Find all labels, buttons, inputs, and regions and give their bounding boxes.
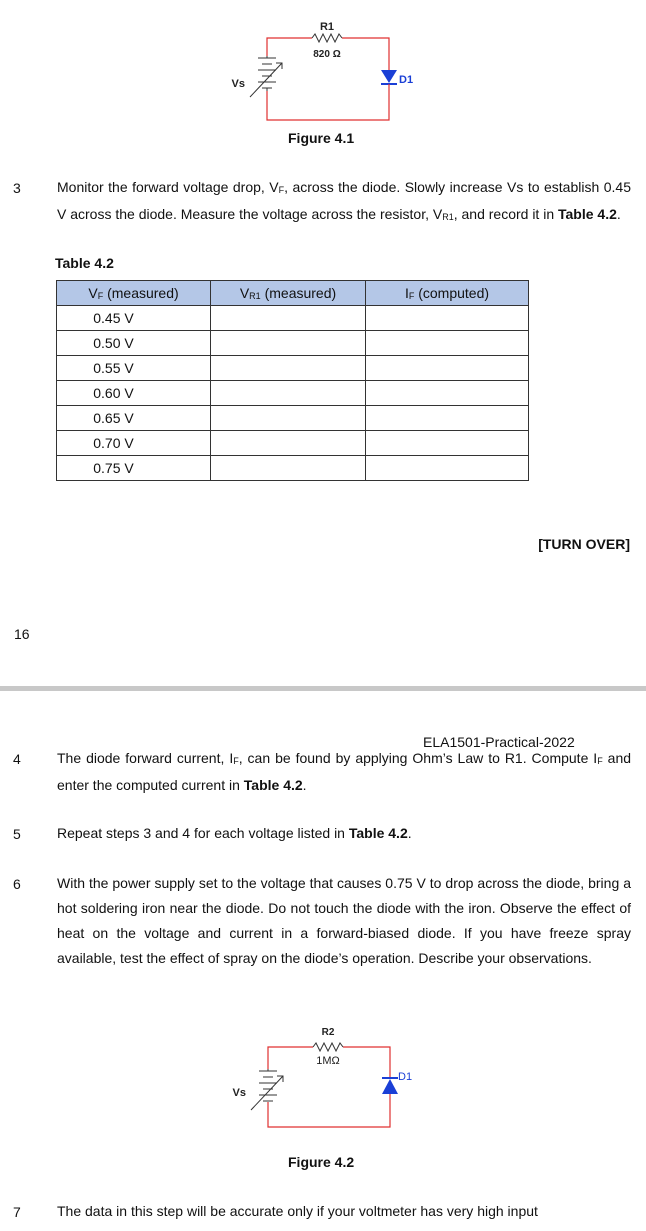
table-4-2-reference: Table 4.2 (243, 777, 303, 793)
vf-cell: 0.60 V (57, 381, 211, 406)
page-header: ELA1501-Practical-2022 (423, 734, 575, 750)
resistor-r1-symbol (312, 34, 342, 42)
table-row (57, 431, 529, 456)
figure-4-1-circuit (220, 15, 420, 125)
diode-d1-symbol (382, 1078, 398, 1096)
page-divider (0, 686, 646, 691)
if-cell[interactable] (366, 406, 529, 431)
page-number: 16 (14, 626, 30, 642)
if-cell[interactable] (366, 331, 529, 356)
step-7-text: The data in this step will be accurate only if your voltmeter has very high input (57, 1203, 538, 1219)
figure-4-2-caption: Figure 4.2 (288, 1154, 355, 1170)
header-vr1-measured: $V_{R1}$ (measured) (211, 281, 366, 306)
vr1-cell[interactable] (211, 456, 366, 481)
step-5-number: 5 (13, 826, 21, 842)
table-4-2 (56, 280, 529, 481)
step-3-number: 3 (13, 180, 21, 196)
diode-d1-symbol (381, 70, 397, 88)
r2-value: 1MΩ (316, 1055, 340, 1067)
vs-label: Vs (232, 1087, 246, 1099)
figure-4-1-caption: Figure 4.1 (288, 130, 355, 146)
table-row (57, 406, 529, 431)
step-6-text: With the power supply set to the voltage that causes 0.75 V to drop across the diode, bring a hot soldering iron near the diode. Do not touch the diode with the iron. Observe the effect of heat on the voltage and current in a forward-biased diode. If you have freeze spray available, test the effect of spray on the diode’s operation. Describe your observations. (57, 875, 631, 966)
vr1-cell[interactable] (211, 381, 366, 406)
step-3-text: Monitor the forward voltage drop, $V_F$, across the diode. Slowly increase Vs to establish 0.45 V across the diode. Measure the voltage across the resistor, $V_{R1}$, and record it in Table 4.2. (57, 179, 631, 222)
step-4-text: The diode forward current, $I_F$, can be found by applying Ohm’s Law to R1. Compute $I_F$ and enter the computed current in Table 4.2. (57, 750, 632, 793)
if-cell[interactable] (366, 456, 529, 481)
header-vf-measured: $V_F$ (measured) (57, 281, 211, 306)
if-cell[interactable] (366, 306, 529, 331)
r2-label: R2 (321, 1027, 335, 1038)
vf-cell: 0.65 V (57, 406, 211, 431)
step-4-number: 4 (13, 751, 21, 767)
table-row (57, 356, 529, 381)
vr1-cell[interactable] (211, 306, 366, 331)
table-4-2-reference: Table 4.2 (348, 825, 408, 841)
step-7-number: 7 (13, 1204, 21, 1220)
vr1-cell[interactable] (211, 331, 366, 356)
if-cell[interactable] (366, 431, 529, 456)
d1-label: D1 (399, 74, 414, 86)
vf-cell: 0.70 V (57, 431, 211, 456)
vs-label: Vs (231, 78, 245, 90)
if-cell[interactable] (366, 381, 529, 406)
vf-cell: 0.55 V (57, 356, 211, 381)
vf-cell: 0.45 V (57, 306, 211, 331)
variable-source-symbol (251, 1069, 283, 1110)
variable-source-symbol (250, 56, 282, 97)
table-row (57, 331, 529, 356)
vr1-cell[interactable] (211, 356, 366, 381)
table-row (57, 456, 529, 481)
table-row (57, 381, 529, 406)
r1-label: R1 (319, 21, 335, 33)
vf-cell: 0.75 V (57, 456, 211, 481)
r1-value: 820 Ω (313, 49, 341, 60)
table-4-2-reference: Table 4.2 (558, 206, 617, 222)
turn-over-note: [TURN OVER] (538, 536, 630, 552)
d1-label: D1 (398, 1071, 413, 1083)
step-5-text: Repeat steps 3 and 4 for each voltage listed in Table 4.2. (57, 825, 412, 841)
vf-cell: 0.50 V (57, 331, 211, 356)
if-cell[interactable] (366, 356, 529, 381)
figure-4-2-circuit (220, 1022, 420, 1132)
vr1-cell[interactable] (211, 431, 366, 456)
header-if-computed: $I_F$ (computed) (366, 281, 529, 306)
table-row (57, 306, 529, 331)
vr1-cell[interactable] (211, 406, 366, 431)
resistor-r2-symbol (313, 1043, 343, 1051)
table-4-2-title: Table 4.2 (55, 255, 114, 271)
step-6-number: 6 (13, 876, 21, 892)
